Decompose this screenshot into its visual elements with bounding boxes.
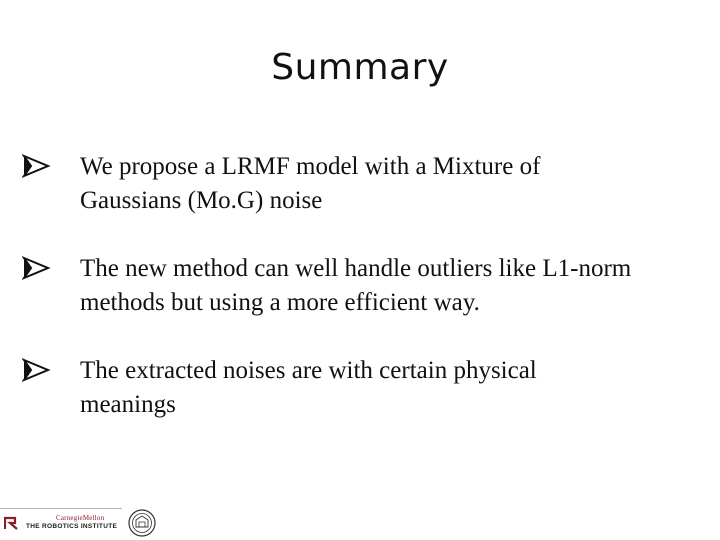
bullet-text (80, 354, 712, 422)
bullet-line: meanings (80, 391, 176, 418)
arrow-bullet-icon (22, 357, 52, 383)
bullet-item (22, 150, 712, 218)
slide-title: Summary (271, 47, 449, 88)
bullet-list (22, 150, 712, 456)
bullet-line: The new method can well handle outliers like L1-norm (80, 255, 632, 282)
robotics-institute-logo (4, 512, 122, 534)
bullet-line: The extracted noises are with certain physical (80, 357, 537, 384)
institute-name: THE ROBOTICS INSTITUTE (26, 523, 118, 530)
footer-divider (0, 508, 122, 509)
bullet-text (80, 252, 712, 320)
university-name: CarnegieMellon (56, 514, 105, 522)
bullet-line: We propose a LRMF model with a Mixture of (80, 153, 541, 180)
bullet-item (22, 252, 712, 320)
arrow-bullet-icon (22, 153, 52, 179)
bullet-text (80, 150, 712, 218)
arrow-bullet-icon (22, 255, 52, 281)
bullet-line: Gaussians (Mo.G) noise (80, 187, 323, 214)
robotics-logo-icon (4, 516, 20, 530)
bullet-item (22, 354, 712, 422)
bullet-line: methods but using a more efficient way. (80, 289, 480, 316)
university-seal-icon (126, 508, 158, 538)
